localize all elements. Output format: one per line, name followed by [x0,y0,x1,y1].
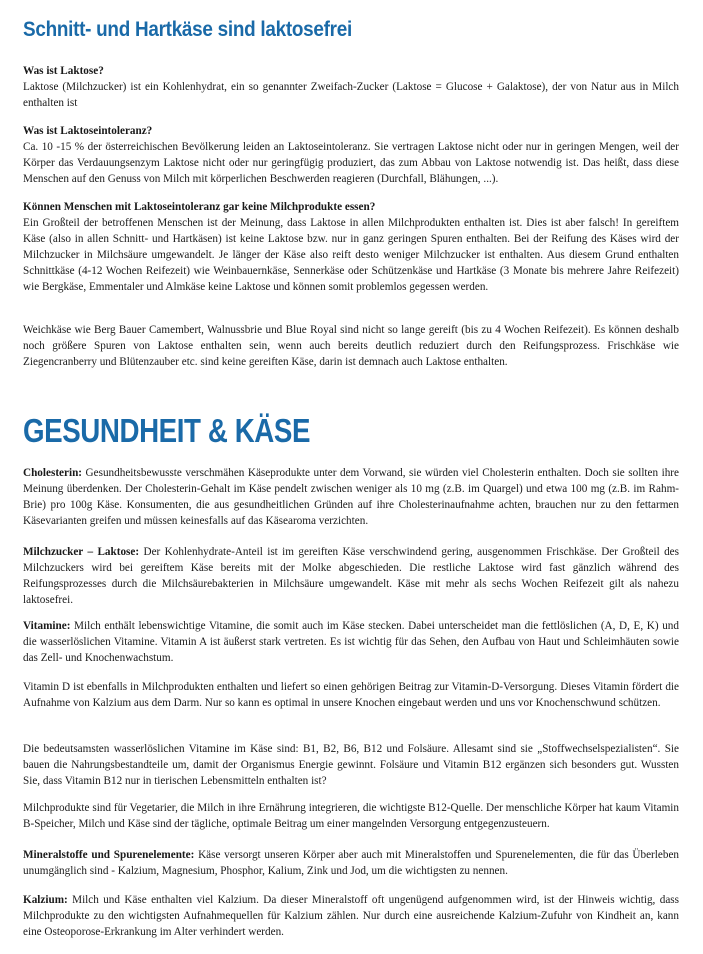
answer: Laktose (Milchzucker) ist ein Kohlenhydrat, ein so genannter Zweifach-Zucker (Laktose = Glucose + Galaktose), der von Natur aus in Milch enthalten ist [23,81,679,109]
question: Was ist Laktose? [23,65,104,77]
paragraph-text: Käse versorgt unseren Körper aber auch mit Mineralstoffen und Spurenelementen, die für das Überleben unumgänglich sind - Kalzium, Magnesium, Phosphor, Kalium, Zink und Jod, um die wichtigsten zu nennen. [23,849,679,877]
section-heading-lactose: Schnitt- und Hartkäse sind laktosefrei [23,18,352,41]
paragraph-text: Milchprodukte sind für Vegetarier, die Milch in ihre Ernährung integrieren, die wichtigste B12-Quelle. Der menschliche Körper hat kaum Vitamin B-Speicher, Milch und Käse sind der tägliche, optimale Beitrag um einer mangelnden Versorgung entgegenzusteuern. [23,802,679,830]
weichkaese-paragraph [23,322,679,370]
paragraph-lead: Mineralstoffe und Spurenelemente: [23,849,195,861]
question: Was ist Laktoseintoleranz? [23,125,153,137]
paragraph-text: Milch enthält lebenswichtige Vitamine, die somit auch im Käse stecken. Dabei unterscheidet man die fettlöslichen (A, D, E, K) und die wasserlöslichen Vitamine. Vitamin A ist äußerst stark vertreten. Es ist wichtig für das Sehen, den Aufbau von Haut und Schleimhäuten sowie das Zell- und Knochenwachstum. [23,620,679,664]
paragraph-text: Weichkäse wie Berg Bauer Camembert, Walnussbrie und Blue Royal sind nicht so lange gereift (bis zu 4 Wochen Reifezeit). Es können deshalb noch größere Spuren von Laktose enthalten sein, wenn auch bereits deutlich reduziert durch den Reifungsprozess. Frischkäse wie Ziegencranberry und Blütenzauber etc. sind keine gereiften Käse, darin ist demnach auch Laktose enthalten. [23,324,679,368]
paragraph-text: Milch und Käse enthalten viel Kalzium. Da dieser Mineralstoff oft ungenügend aufgenommen wird, ist der Hinweis wichtig, dass Milchprodukte zu den wichtigsten Aufnahmequellen für Kalzium zählen. Nur durch eine ausreichende Kalzium-Zufuhr von Kindheit an, kann eine Osteoporose-Erkrankung im Alter verhindert werden. [23,894,679,938]
paragraph-text: Vitamin D ist ebenfalls in Milchprodukten enthalten und liefert so einen gehörigen Beitrag zur Vitamin-D-Versorgung. Dieses Vitamin fördert die Aufnahme von Kalzium aus dem Darm. Nur so kann es optimal in unsere Knochen eingebaut werden und uns vor Knochenschwund schützen. [23,681,679,709]
paragraph-milchzucker [23,544,679,608]
qa-milchprodukte [23,199,679,295]
paragraph-lead: Vitamine: [23,620,71,632]
paragraph-text: Gesundheitsbewusste verschmähen Käseprodukte unter dem Vorwand, sie würden viel Cholesterin enthalten. Doch sie sollten ihre Meinung überdenken. Der Cholesterin-Gehalt im Käse pendelt zwischen weniger als 10 mg (z.B. im Quargel) und etwa 100 mg (z.B. im Rahm-Brie) pro 100g Käse. Konsumenten, die aus gesundheitlichen Gründen auf ihre Cholesterinaufnahme achten, brauchen nur zu den fettarmen Käsevarianten greifen und müssen keinesfalls auf das Käsearoma verzichten. [23,467,679,527]
answer: Ca. 10 -15 % der österreichischen Bevölkerung leiden an Laktoseintoleranz. Sie vertragen Laktose nicht oder nur in geringen Mengen, weil der Körper das Verdauungsenzym Laktose nicht oder nur geringfügig produziert, das zum Abbau von Laktose notwendig ist. Das heißt, dass diese Menschen auf den Genuss von Milch mit körperlichen Beschwerden reagieren (Durchfall, Blähungen, ...). [23,141,679,185]
paragraph-lead: Cholesterin: [23,467,83,479]
qa-laktose [23,63,679,111]
paragraph-kalzium [23,892,679,940]
answer: Ein Großteil der betroffenen Menschen ist der Meinung, dass Laktose in allen Milchprodukten enthalten ist. Dies ist aber falsch! In gereiftem Käse (also in allen Schnitt- und Hartkäsen) ist keine Laktose bzw. nur in ganz geringen Spuren enthalten. Bei der Reifung des Käses wird der Milchzucker in Milchsäure umgewandelt. Je länger der Käse also reift desto weniger Milchzucker ist enthalten. Aus diesem Grund enthalten Schnittkäse (4-12 Wochen Reifezeit) wie Weinbauernkäse, Sennerkäse oder Schützenkäse und Hartkäse (3 Monate bis mehrere Jahre Reifezeit) wie Bergkäse, Emmentaler und Almkäse keine Laktose und können somit problemlos gegessen werden. [23,217,679,293]
paragraph-lead: Milchzucker – Laktose: [23,546,140,558]
paragraph-b12 [23,800,679,832]
paragraph-text: Der Kohlenhydrate-Anteil ist im gereiften Käse verschwindend gering, ausgenommen Frischkäse. Der Großteil des Milchzuckers wird bei gereiftem Käse bereits mit der Molke abgeschieden. Die restliche Laktose wird fast gänzlich während des Reifungsprozesses durch die Milchsäurebakterien in Milchsäure umgewandelt. Käse mit mehr als sechs Wochen Reifezeit gilt als nahezu laktosefrei. [23,546,679,606]
qa-laktoseintoleranz [23,123,679,187]
paragraph-lead: Kalzium: [23,894,68,906]
question: Können Menschen mit Laktoseintoleranz gar keine Milchprodukte essen? [23,201,376,213]
paragraph-text: Die bedeutsamsten wasserlöslichen Vitamine im Käse sind: B1, B2, B6, B12 und Folsäure. Allesamt sind sie „Stoffwechselspezialisten“. Sie bauen die Nahrungsbestandteile um, damit der Organismus Energie gewinnt. Folsäure und Vitamin B12 ergänzen sich besonders gut. Wussten Sie, dass Vitamin B12 nur in tierischen Lebensmitteln enthalten ist? [23,743,679,787]
paragraph-cholesterin [23,465,679,529]
section-heading-gesundheit: GESUNDHEIT & KÄSE [23,412,311,449]
paragraph-vitamin-d [23,679,679,711]
paragraph-vitamine [23,618,679,666]
paragraph-wasserloesliche-vitamine [23,741,679,789]
paragraph-mineralstoffe [23,847,679,879]
